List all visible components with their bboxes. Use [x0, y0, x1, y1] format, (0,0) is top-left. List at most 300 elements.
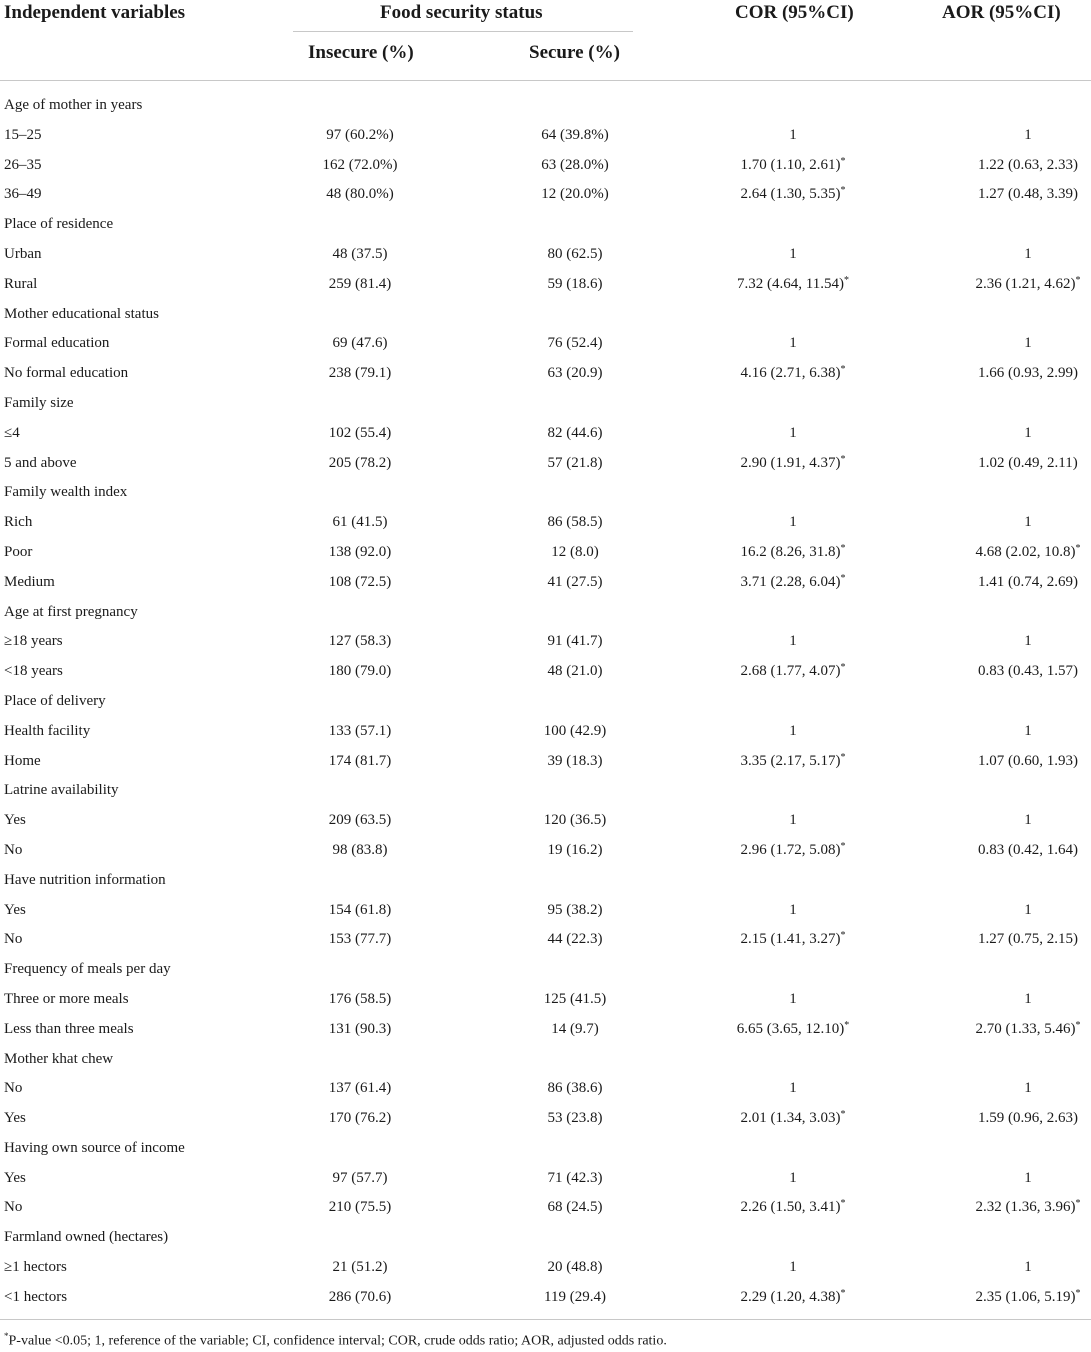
table-row — [0, 269, 1091, 299]
cell-variable-text: 5 and above — [4, 454, 77, 471]
cell-insecure — [280, 239, 440, 269]
header-aor: AOR (95%CI) — [942, 2, 1061, 23]
cell-secure-text: 19 (16.2) — [547, 841, 603, 858]
cell-aor-text: 1 — [1024, 633, 1032, 650]
cell-insecure — [280, 1192, 440, 1222]
cell-variable-text: Mother educational status — [4, 305, 159, 322]
header-secure: Secure (%) — [529, 42, 620, 63]
cell-secure-text: 120 (36.5) — [543, 812, 607, 829]
table-row — [0, 954, 1091, 984]
cell-insecure — [280, 716, 440, 746]
cell-cor — [693, 924, 893, 956]
cell-cor-text: 3.35 (2.17, 5.17) — [740, 752, 841, 769]
cell-variable-text: Rich — [4, 514, 33, 531]
header-group-rule — [293, 31, 633, 32]
significance-marker: * — [1075, 1019, 1081, 1031]
cell-cor — [693, 537, 893, 569]
cell-cor — [693, 746, 893, 778]
cell-aor — [928, 507, 1091, 537]
cell-variable — [4, 90, 142, 120]
cell-secure — [495, 448, 655, 478]
cell-aor-text: 1 — [1024, 245, 1032, 262]
cell-secure-text: 63 (20.9) — [547, 365, 603, 382]
table-row — [0, 507, 1091, 537]
table-row — [0, 179, 1091, 209]
cell-variable-text: 26–35 — [4, 156, 42, 173]
cell-cor — [693, 1103, 893, 1135]
cell-aor — [928, 120, 1091, 150]
cell-variable — [4, 1282, 67, 1312]
cell-secure-text: 86 (38.6) — [547, 1080, 603, 1097]
cell-variable-text: ≥1 hectors — [4, 1259, 67, 1276]
cell-variable — [4, 537, 32, 567]
cell-aor — [928, 448, 1091, 478]
cell-secure — [495, 924, 655, 954]
significance-marker: * — [840, 185, 846, 197]
cell-variable — [4, 358, 128, 388]
cell-secure — [495, 120, 655, 150]
cell-secure — [495, 358, 655, 388]
cell-variable — [4, 1163, 26, 1193]
cell-insecure-text: 259 (81.4) — [328, 275, 392, 292]
cell-cor — [693, 358, 893, 390]
cell-insecure-text: 174 (81.7) — [328, 752, 392, 769]
cell-variable — [4, 150, 42, 180]
cell-secure — [495, 1192, 655, 1222]
cell-insecure — [280, 1163, 440, 1193]
cell-aor — [928, 269, 1091, 301]
cell-insecure-text: 98 (83.8) — [332, 841, 388, 858]
cell-variable — [4, 746, 41, 776]
cell-secure-text: 41 (27.5) — [547, 573, 603, 590]
cell-aor — [928, 239, 1091, 269]
cell-secure — [495, 179, 655, 209]
cell-variable — [4, 209, 113, 239]
significance-marker: * — [840, 453, 846, 465]
cell-secure — [495, 239, 655, 269]
cell-secure-text: 12 (20.0%) — [541, 186, 609, 203]
cell-cor-text: 6.65 (3.65, 12.10) — [736, 1020, 845, 1037]
cell-secure — [495, 984, 655, 1014]
table-body — [0, 90, 1091, 1312]
table-row — [0, 477, 1091, 507]
cell-insecure-text: 21 (51.2) — [332, 1259, 388, 1276]
cell-aor — [928, 1103, 1091, 1133]
cell-secure-text: 59 (18.6) — [547, 275, 603, 292]
cell-secure — [495, 1073, 655, 1103]
table-row — [0, 1044, 1091, 1074]
cell-variable-text: No — [4, 931, 23, 948]
significance-marker: * — [840, 155, 846, 167]
cell-variable-text: Less than three meals — [4, 1020, 134, 1037]
cell-cor-text: 1 — [789, 1259, 797, 1276]
cell-insecure-text: 133 (57.1) — [328, 722, 392, 739]
cell-cor — [693, 120, 893, 150]
cell-secure — [495, 567, 655, 597]
cell-variable-text: No formal education — [4, 365, 129, 382]
cell-insecure — [280, 984, 440, 1014]
cell-insecure — [280, 537, 440, 567]
cell-cor-text: 1 — [789, 126, 797, 143]
significance-marker: * — [1075, 1198, 1081, 1210]
cell-cor-text: 2.26 (1.50, 3.41) — [740, 1199, 841, 1216]
cell-aor — [928, 358, 1091, 388]
cell-aor — [928, 924, 1091, 954]
cell-insecure — [280, 328, 440, 358]
cell-variable — [4, 656, 63, 686]
cell-variable — [4, 1222, 168, 1252]
cell-cor — [693, 1014, 893, 1046]
cell-variable — [4, 120, 42, 150]
cell-insecure — [280, 805, 440, 835]
table-row — [0, 895, 1091, 925]
table-row — [0, 448, 1091, 478]
cell-insecure — [280, 179, 440, 209]
cell-insecure-text: 102 (55.4) — [328, 424, 392, 441]
cell-aor-text: 1.07 (0.60, 1.93) — [978, 752, 1078, 769]
cell-secure-text: 125 (41.5) — [543, 990, 607, 1007]
cell-insecure-text: 127 (58.3) — [328, 633, 392, 650]
cell-cor — [693, 448, 893, 480]
cell-secure-text: 39 (18.3) — [547, 752, 603, 769]
cell-insecure — [280, 924, 440, 954]
significance-marker: * — [840, 662, 846, 674]
cell-secure — [495, 835, 655, 865]
table-row — [0, 805, 1091, 835]
cell-aor-text: 1.02 (0.49, 2.11) — [978, 454, 1078, 471]
cell-variable — [4, 686, 106, 716]
cell-insecure-text: 205 (78.2) — [328, 454, 392, 471]
cell-aor-text: 1 — [1024, 126, 1032, 143]
cell-secure — [495, 328, 655, 358]
cell-secure — [495, 1282, 655, 1312]
cell-variable-text: 15–25 — [4, 126, 42, 143]
table-row — [0, 984, 1091, 1014]
table-row — [0, 1073, 1091, 1103]
significance-marker: * — [840, 751, 846, 763]
significance-marker: * — [1075, 1287, 1081, 1299]
cell-cor-text: 1 — [789, 1169, 797, 1186]
cell-aor — [928, 746, 1091, 776]
cell-variable-text: Yes — [4, 1110, 26, 1127]
significance-marker: * — [840, 364, 846, 376]
cell-secure-text: 119 (29.4) — [544, 1288, 606, 1305]
significance-marker: * — [843, 274, 849, 286]
cell-cor-text: 1.70 (1.10, 2.61) — [740, 156, 841, 173]
cell-variable-text: Frequency of meals per day — [4, 961, 171, 978]
cell-cor-text: 1 — [789, 514, 797, 531]
cell-cor — [693, 567, 893, 599]
table-row — [0, 299, 1091, 329]
table-row — [0, 746, 1091, 776]
table-bottom-rule — [0, 1319, 1091, 1320]
significance-marker: * — [840, 930, 846, 942]
cell-aor-text: 1 — [1024, 812, 1032, 829]
cell-cor — [693, 269, 893, 301]
cell-secure — [495, 1163, 655, 1193]
cell-variable — [4, 775, 119, 805]
cell-secure-text: 80 (62.5) — [547, 245, 603, 262]
cell-variable — [4, 865, 166, 895]
cell-aor-text: 1.22 (0.63, 2.33) — [978, 156, 1078, 173]
cell-aor — [928, 656, 1091, 686]
cell-variable-text: 36–49 — [4, 186, 42, 203]
cell-cor-text: 2.96 (1.72, 5.08) — [740, 841, 841, 858]
cell-variable-text: Three or more meals — [4, 990, 129, 1007]
cell-secure-text: 20 (48.8) — [547, 1259, 603, 1276]
cell-aor — [928, 835, 1091, 865]
cell-variable-text: Yes — [4, 812, 26, 829]
cell-secure — [495, 1014, 655, 1044]
cell-cor — [693, 656, 893, 688]
cell-insecure — [280, 626, 440, 656]
cell-aor — [928, 1282, 1091, 1314]
cell-cor — [693, 1163, 893, 1193]
cell-secure — [495, 895, 655, 925]
cell-cor — [693, 1073, 893, 1103]
cell-cor-text: 1 — [789, 424, 797, 441]
cell-aor — [928, 1252, 1091, 1282]
cell-secure-text: 12 (8.0) — [551, 543, 599, 560]
cell-insecure — [280, 835, 440, 865]
cell-insecure-text: 61 (41.5) — [332, 514, 388, 531]
cell-secure-text: 48 (21.0) — [547, 663, 603, 680]
table-row — [0, 597, 1091, 627]
cell-insecure-text: 176 (58.5) — [328, 990, 392, 1007]
significance-marker: * — [840, 1109, 846, 1121]
cell-aor-text: 0.83 (0.42, 1.64) — [978, 841, 1078, 858]
cell-variable — [4, 1014, 134, 1044]
cell-aor — [928, 418, 1091, 448]
cell-insecure-text: 69 (47.6) — [332, 335, 388, 352]
cell-aor-text: 1 — [1024, 901, 1032, 918]
cell-aor-text: 2.70 (1.33, 5.46) — [975, 1020, 1076, 1037]
cell-variable — [4, 299, 159, 329]
table-row — [0, 1192, 1091, 1222]
cell-insecure — [280, 150, 440, 180]
cell-variable — [4, 835, 22, 865]
cell-variable — [4, 984, 129, 1014]
cell-secure-text: 63 (28.0%) — [541, 156, 609, 173]
cell-cor — [693, 1282, 893, 1314]
cell-secure-text: 91 (41.7) — [547, 633, 603, 650]
cell-aor — [928, 328, 1091, 358]
cell-aor-text: 1 — [1024, 722, 1032, 739]
cell-variable-text: <1 hectors — [4, 1288, 68, 1305]
cell-secure — [495, 418, 655, 448]
cell-variable — [4, 328, 109, 358]
cell-variable-text: No — [4, 1199, 23, 1216]
cell-insecure-text: 97 (60.2%) — [326, 126, 394, 143]
cell-cor-text: 1 — [789, 722, 797, 739]
cell-aor-text: 1 — [1024, 990, 1032, 1007]
cell-secure — [495, 269, 655, 299]
cell-aor-text: 1.41 (0.74, 2.69) — [978, 573, 1078, 590]
cell-cor-text: 1 — [789, 1080, 797, 1097]
cell-insecure-text: 238 (79.1) — [328, 365, 392, 382]
cell-aor — [928, 984, 1091, 1014]
cell-cor — [693, 179, 893, 211]
cell-variable-text: ≥18 years — [4, 633, 63, 650]
cell-aor-text: 1 — [1024, 1080, 1032, 1097]
cell-variable-text: Formal education — [4, 335, 110, 352]
cell-variable-text: Yes — [4, 1169, 26, 1186]
cell-cor — [693, 626, 893, 656]
significance-marker: * — [1075, 274, 1081, 286]
table-row — [0, 418, 1091, 448]
cell-cor-text: 2.90 (1.91, 4.37) — [740, 454, 841, 471]
header-insecure: Insecure (%) — [308, 42, 414, 63]
significance-marker: * — [840, 1287, 846, 1299]
cell-insecure-text: 154 (61.8) — [328, 901, 392, 918]
table-row — [0, 1222, 1091, 1252]
cell-variable-text: Place of residence — [4, 216, 114, 233]
table-row — [0, 120, 1091, 150]
cell-insecure — [280, 448, 440, 478]
footnote-text: P-value <0.05; 1, reference of the variable; CI, confidence interval; COR, crude odds ratio; AOR, adjusted odds ratio. — [8, 1333, 667, 1349]
cell-cor-text: 2.29 (1.20, 4.38) — [740, 1288, 841, 1305]
table-row — [0, 924, 1091, 954]
cell-secure-text: 64 (39.8%) — [541, 126, 609, 143]
significance-marker: * — [840, 1198, 846, 1210]
cell-variable — [4, 1252, 67, 1282]
cell-insecure — [280, 567, 440, 597]
table-footnote — [4, 1327, 667, 1351]
cell-cor — [693, 150, 893, 182]
cell-insecure — [280, 358, 440, 388]
cell-insecure-text: 138 (92.0) — [328, 543, 392, 560]
table-row — [0, 716, 1091, 746]
cell-secure-text: 57 (21.8) — [547, 454, 603, 471]
cell-variable-text: Rural — [4, 275, 38, 292]
cell-cor — [693, 984, 893, 1014]
cell-variable-text: Farmland owned (hectares) — [4, 1229, 169, 1246]
cell-variable-text: Home — [4, 752, 41, 769]
cell-secure — [495, 507, 655, 537]
cell-cor — [693, 716, 893, 746]
cell-insecure — [280, 656, 440, 686]
cell-aor — [928, 150, 1091, 180]
cell-aor — [928, 626, 1091, 656]
cell-variable — [4, 954, 171, 984]
cell-secure-text: 53 (23.8) — [547, 1110, 603, 1127]
cell-variable-text: Yes — [4, 901, 26, 918]
significance-marker: * — [840, 840, 846, 852]
table-row — [0, 835, 1091, 865]
cell-secure-text: 14 (9.7) — [551, 1020, 599, 1037]
cell-secure-text: 68 (24.5) — [547, 1199, 603, 1216]
significance-marker: * — [840, 542, 846, 554]
cell-secure-text: 95 (38.2) — [547, 901, 603, 918]
cell-aor — [928, 1192, 1091, 1224]
cell-secure-text: 44 (22.3) — [547, 931, 603, 948]
cell-secure — [495, 805, 655, 835]
cell-insecure-text: 210 (75.5) — [328, 1199, 392, 1216]
cell-variable-text: Age at first pregnancy — [4, 603, 138, 620]
cell-aor-text: 1.27 (0.48, 3.39) — [978, 186, 1078, 203]
header-cor: COR (95%CI) — [735, 2, 854, 23]
cell-cor-text: 3.71 (2.28, 6.04) — [740, 573, 841, 590]
cell-insecure-text: 153 (77.7) — [328, 931, 392, 948]
cell-insecure — [280, 418, 440, 448]
cell-cor-text: 4.16 (2.71, 6.38) — [740, 365, 841, 382]
cell-aor — [928, 567, 1091, 597]
cell-variable — [4, 716, 90, 746]
cell-cor — [693, 418, 893, 448]
cell-insecure — [280, 269, 440, 299]
cell-secure — [495, 626, 655, 656]
cell-secure — [495, 537, 655, 567]
header-food-security-status: Food security status — [380, 2, 543, 23]
cell-insecure-text: 97 (57.7) — [332, 1169, 388, 1186]
cell-variable — [4, 1192, 22, 1222]
cell-cor — [693, 835, 893, 867]
cell-insecure-text: 209 (63.5) — [328, 812, 392, 829]
cell-cor — [693, 805, 893, 835]
cell-insecure-text: 131 (90.3) — [328, 1020, 392, 1037]
cell-variable — [4, 179, 42, 209]
table-row — [0, 239, 1091, 269]
cell-cor-text: 1 — [789, 901, 797, 918]
cell-secure-text: 100 (42.9) — [543, 722, 607, 739]
cell-variable-text: Have nutrition information — [4, 871, 166, 888]
cell-variable — [4, 1073, 22, 1103]
cell-aor — [928, 805, 1091, 835]
cell-insecure-text: 108 (72.5) — [328, 573, 392, 590]
significance-marker: * — [840, 572, 846, 584]
header-independent-variables: Independent variables — [4, 2, 186, 23]
cell-variable — [4, 448, 76, 478]
cell-aor-text: 1 — [1024, 514, 1032, 531]
cell-variable-text: Age of mother in years — [4, 97, 143, 113]
cell-insecure-text: 162 (72.0%) — [322, 156, 398, 173]
cell-cor — [693, 1252, 893, 1282]
cell-cor-text: 2.64 (1.30, 5.35) — [740, 186, 841, 203]
cell-aor-text: 1 — [1024, 1259, 1032, 1276]
table-row — [0, 1282, 1091, 1312]
cell-variable-text: Urban — [4, 245, 42, 262]
cell-secure — [495, 1103, 655, 1133]
cell-cor-text: 16.2 (8.26, 31.8) — [740, 543, 841, 560]
cell-cor — [693, 1192, 893, 1224]
cell-cor-text: 1 — [789, 633, 797, 650]
cell-cor-text: 7.32 (4.64, 11.54) — [737, 275, 844, 292]
cell-cor — [693, 328, 893, 358]
cell-variable — [4, 269, 37, 299]
cell-aor — [928, 537, 1091, 569]
cell-variable-text: <18 years — [4, 663, 63, 680]
table-row — [0, 328, 1091, 358]
cell-insecure — [280, 1252, 440, 1282]
cell-aor-text: 1.27 (0.75, 2.15) — [978, 931, 1078, 948]
cell-secure — [495, 656, 655, 686]
table-row — [0, 626, 1091, 656]
cell-aor-text: 2.36 (1.21, 4.62) — [975, 275, 1076, 292]
significance-marker: * — [844, 1019, 850, 1031]
cell-variable — [4, 1133, 185, 1163]
cell-insecure-text: 286 (70.6) — [328, 1288, 392, 1305]
cell-variable-text: Place of delivery — [4, 692, 106, 709]
cell-aor — [928, 716, 1091, 746]
table-row — [0, 209, 1091, 239]
table-row — [0, 686, 1091, 716]
cell-aor-text: 1.66 (0.93, 2.99) — [978, 365, 1078, 382]
cell-secure-text: 86 (58.5) — [547, 514, 603, 531]
cell-aor-text: 1.59 (0.96, 2.63) — [978, 1110, 1078, 1127]
cell-variable-text: ≤4 — [4, 424, 20, 441]
cell-insecure-text: 137 (61.4) — [328, 1080, 392, 1097]
cell-insecure-text: 48 (80.0%) — [326, 186, 394, 203]
